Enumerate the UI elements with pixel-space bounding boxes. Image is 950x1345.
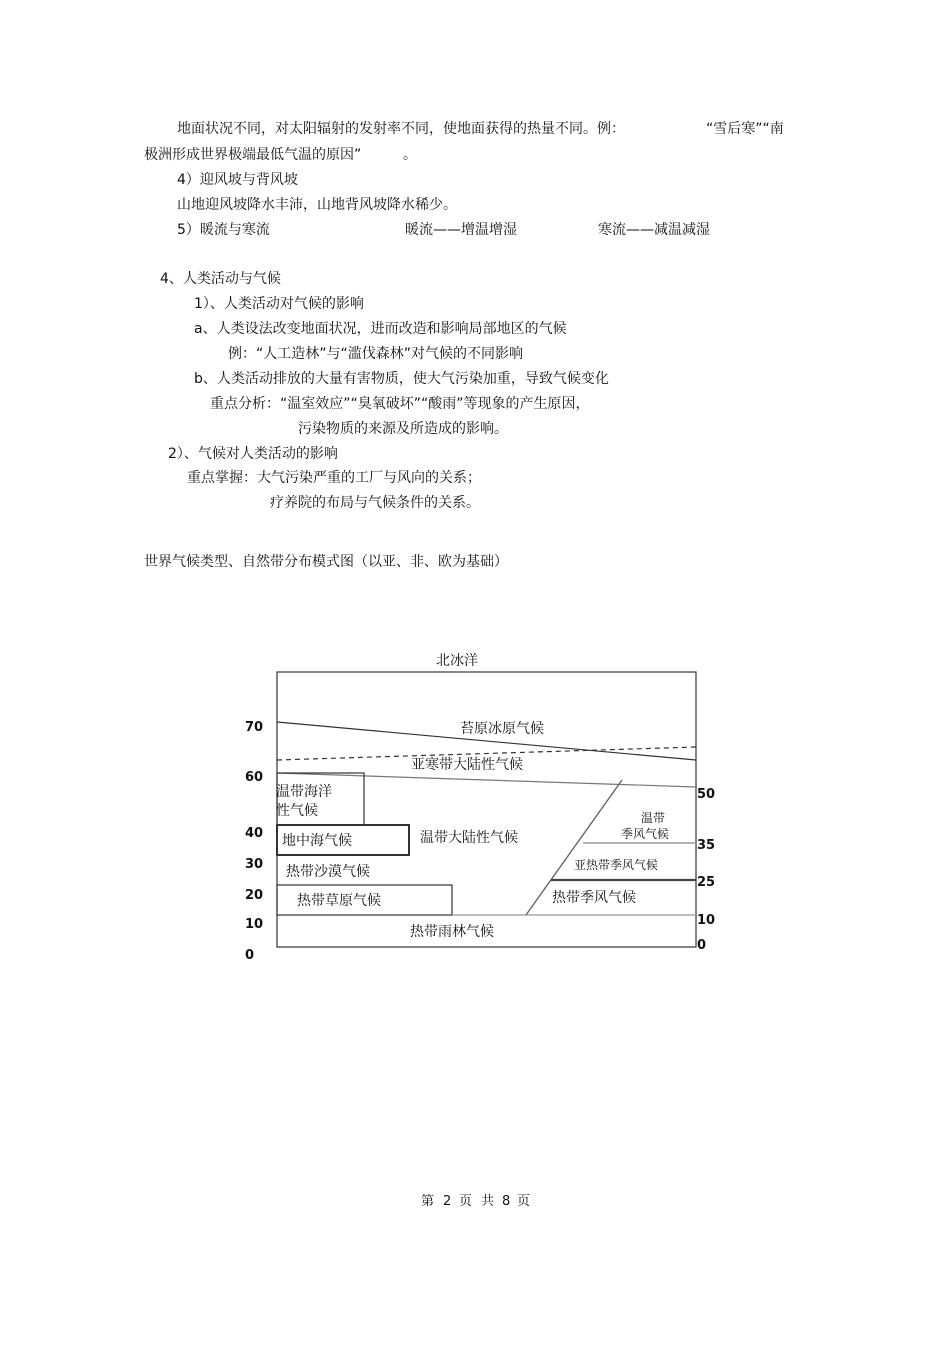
zone-temperate-continental: 温带大陆性气候 (420, 830, 518, 846)
zone-marine-line2: 性气候 (276, 803, 318, 819)
right-tick-35: 35 (697, 838, 716, 853)
zone-tropical-monsoon: 热带季风气候 (552, 890, 636, 906)
zone-tropical-rainforest: 热带雨林气候 (410, 924, 494, 940)
keypoint-1: 重点掌握：大气污染严重的工厂与风向的关系； (187, 470, 481, 486)
left-tick-0: 0 (245, 948, 255, 963)
heading-human-activity: 4、人类活动与气候 (160, 271, 281, 287)
item-a: a、人类设法改变地面状况，进而改造和影响局部地区的气候 (194, 321, 567, 337)
text-cold-current: 寒流——减温减湿 (598, 222, 710, 238)
text-warm-current: 暖流——增温增湿 (405, 222, 517, 238)
subarctic-boundary (277, 773, 696, 787)
zone-temperate-monsoon-line1: 温带 (640, 811, 666, 825)
footer-pre: 第 (421, 1194, 435, 1209)
text-line-1: 地面状况不同，对太阳辐射的发射率不同，使地面获得的热量不同。例： (177, 121, 625, 137)
zone-tropical-savanna: 热带草原气候 (297, 893, 381, 909)
text-line-1-quote: “雪后寒”“南 (706, 121, 784, 137)
text-line-2-end: 。 (403, 147, 417, 163)
keypoint-2: 疗养院的布局与气候条件的关系。 (270, 495, 480, 511)
subheading-1: 1）、人类活动对气候的影响 (194, 296, 364, 312)
diagram-caption: 世界气候类型、自然带分布模式图（以亚、非、欧为基础） (144, 554, 508, 570)
heading-currents: 5）暖流与寒流 (177, 222, 270, 238)
right-tick-50: 50 (697, 787, 716, 802)
right-tick-0: 0 (697, 938, 707, 953)
arctic-ocean-label: 北冰洋 (436, 653, 478, 669)
left-tick-60: 60 (245, 770, 264, 785)
heading-slope: 4）迎风坡与背风坡 (177, 172, 298, 188)
item-b: b、人类活动排放的大量有害物质，使大气污染加重，导致气候变化 (194, 371, 609, 387)
text-slope: 山地迎风坡降水丰沛，山地背风坡降水稀少。 (177, 197, 457, 213)
footer-post: 页 (517, 1194, 531, 1209)
right-tick-10: 10 (697, 913, 716, 928)
zone-mediterranean: 地中海气候 (282, 833, 352, 849)
text-line-2: 极洲形成世界极端最低气温的原因” (144, 147, 362, 163)
item-a-example: 例：“人工造林”与“滥伐森林”对气候的不同影响 (228, 346, 524, 362)
left-tick-20: 20 (245, 888, 264, 903)
footer-total-word: 共 (481, 1194, 495, 1209)
footer-total-number: 8 (502, 1194, 511, 1209)
zone-tropical-desert: 热带沙漠气候 (286, 864, 370, 880)
zone-subtropical-monsoon: 亚热带季风气候 (574, 858, 659, 872)
zone-marine-line1: 温带海洋 (276, 784, 332, 800)
zone-subarctic: 亚寒带大陆性气候 (411, 757, 523, 773)
zone-temperate-monsoon-line2: 季风气候 (620, 827, 670, 841)
item-b-analysis-cont: 污染物质的来源及所造成的影响。 (298, 421, 508, 437)
left-tick-40: 40 (245, 826, 264, 841)
footer-page-number: 2 (443, 1194, 452, 1209)
zone-tundra: 苔原冰原气候 (460, 721, 544, 737)
item-b-analysis: 重点分析：“温室效应”“臭氧破坏”“酸雨”等现象的产生原因， (210, 396, 590, 412)
left-tick-70: 70 (245, 720, 264, 735)
left-tick-10: 10 (245, 917, 264, 932)
right-tick-25: 25 (697, 875, 716, 890)
left-tick-30: 30 (245, 857, 264, 872)
footer-page-word: 页 (459, 1194, 473, 1209)
subheading-2: 2）、气候对人类活动的影响 (168, 446, 338, 462)
